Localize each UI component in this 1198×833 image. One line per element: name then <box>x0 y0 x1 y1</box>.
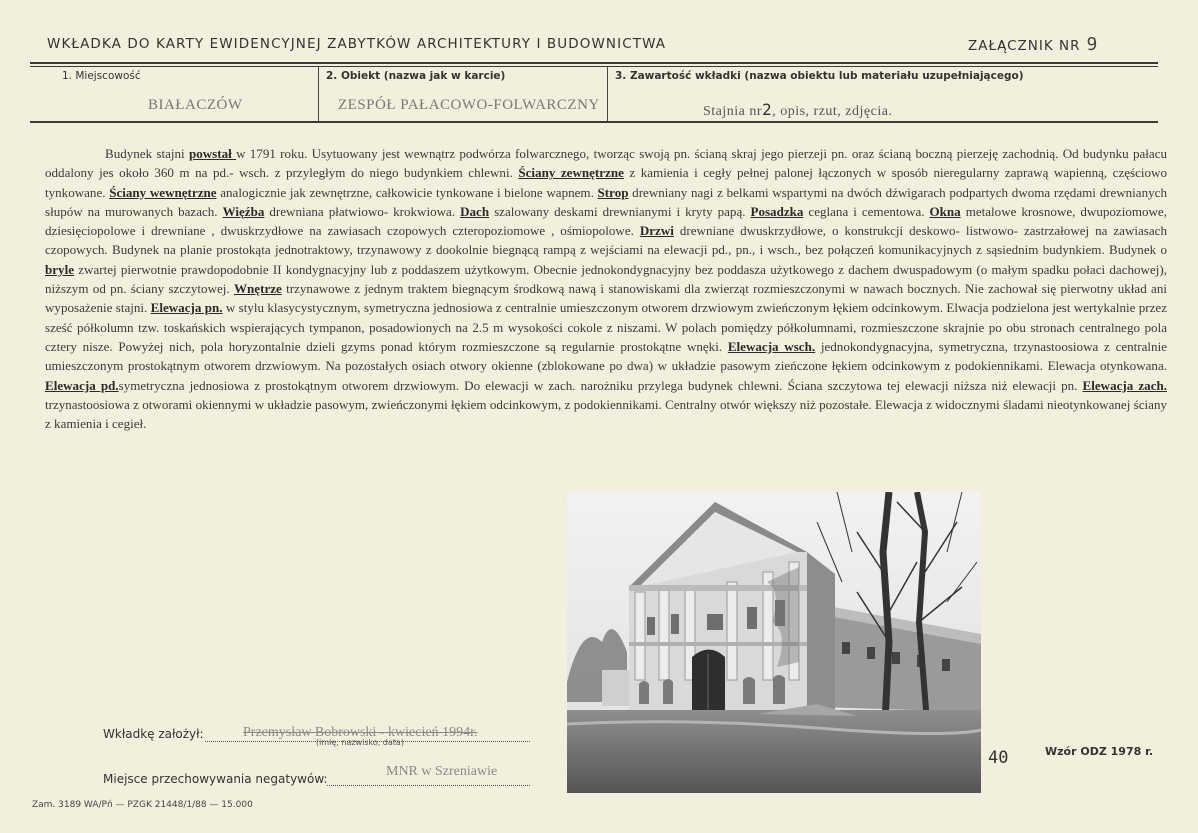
locality-label: 1. Miejscowość <box>62 70 141 82</box>
header-rule-top-thin <box>30 66 1158 67</box>
object-label: 2. Obiekt (nazwa jak w karcie) <box>326 70 506 82</box>
column-separator <box>318 67 319 122</box>
column-separator <box>607 67 608 122</box>
founder-label: Wkładkę założył: <box>103 727 204 741</box>
negatives-label: Miejsce przechowywania negatywów: <box>103 772 328 786</box>
locality-value: BIAŁACZÓW <box>148 97 243 113</box>
negatives-line <box>327 785 530 786</box>
description-text: Budynek stajni powstał w 1791 roku. Usytuowany jest wewnątrz podwórza folwarcznego, tworząc swoją pn. ścianą skraj jego pierzeji pn. oraz ścianą boczną pierzeję zachodnią. Od budynku pałacu oddalony jes około 360 m na pd.- wsch. z przyległym do niego budynkiem chlewni. Ściany zewnętrzne z kamienia i cegły pełnej palonej łączonych w sposób nieregularny zaprawą wapienną, częściowo tynkowane. Ściany wewnętrzne analogicznie jak zewnętrzne, całkowicie tynkowane i bielone wapnem. Strop drewniany nagi z belkami wspartymi na dwóch dźwigarach podpartych dwoma rzędami drewnianych słupów na murowanych bazach. Więźba drewniana płatwiowo- krokwiowa. Dach szalowany deskami drewnianymi i kryty papą. Posadzka ceglana i cementowa. Okna metalowe krosnowe, dwupoziomowe, dziesięciopolowe i drewniane , dwuskrzydłowe na zawiasach czopowych czteropoziomowe , ośmiopolowe. Drzwi drewniane dwuskrzydłowe, o konstrukcji deskowo- listwowo- zastrzałowej na zawiasach czopowych. Budynek na planie prostokąta jednotraktowy, trzynawowy z dookolnie biegnącą rampą z wejściami na elewacji pd., pn., i wsch., bez połączeń komunikacyjnych z sąsiednim budynkiem. Budynek o bryle zwartej pierwotnie prawdopodobnie II kondygnacyjny lub z poddaszem użytkowym. Obecnie jednokondygnacyjny bez poddasza użytkowego z dachem dwuspadowym (o małym spadku połaci dachowej), niższym od pn. ściany szczytowej. Wnętrze trzynawowe z jednym traktem biegnącym środkową nawą i stanowiskami dla zwierząt rozmieszczonymi w nawach bocznych. Nie zachował się pierwotny układ ani wyposażenie stajni. Elewacja pn. w stylu klasycystycznym, symetryczna jednosiowa z centralnie umieszczonym otworem drzwiowym zwieńczonym łękiem odcinkowym. Elwacja podzielona jest wertykalnie przez sześć półkolumn tzw. toskańskich wspierających tympanon, posadowionych na 2.5 m wysokości cokole z niszami. W polach pomiędzy półkolumnami, rozmieszczone skrajnie po obu stronach centralnego pola cztery nisze. Powyżej nich, pola horyzontalnie dzieli gzyms ponad którym rozmieszczone są regularnie prostokątne wnęki. Elewacja wsch. jednokondygnacyjna, symetryczna, trzynastoosiowa z centralnie umieszczonym prostokątnym otworem drzwiowym. Na pozostałych osiach otwory okienne (zblokowane po dwa) w układzie pasowym zieńczone łękiem odcinkowym z podokiennikami. Elewacja otynkowana. Elewacja pd.symetryczna jednosiowa z prostokątnym otworem drzwiowym. Do elewacji w zach. narożniku przylega budynek chlewni. Ściana szczytowa tej elewacji niższa niż elewacji pn. Elewacja zach. trzynastoosiowa z otworami okiennymi w układzie pasowym, zwieńczonymi łękiem odcinkowym, z podokiennikami. Centralny otwór większy niż pozostałe. Elewacja z widocznymi śladami nieotynkowanej ściany z kamienia i cegieł. <box>45 146 1168 432</box>
annex-number: ZAŁĄCZNIK NR 9 <box>968 34 1099 55</box>
founder-value: Przemysław Bobrowski - kwiecień 1994r. <box>243 725 478 740</box>
header-rule-top <box>30 62 1158 64</box>
building-photo <box>567 492 981 793</box>
annex-number-handwritten: 9 <box>1086 34 1099 55</box>
document-title: WKŁADKA DO KARTY EWIDENCYJNEJ ZABYTKÓW ARCHITEKTURY I BUDOWNICTWA <box>47 36 667 52</box>
content-value: Stajnia nr2, opis, rzut, zdjęcia. <box>703 100 893 119</box>
negatives-value: MNR w Szreniawie <box>386 764 498 779</box>
stable-number-handwritten: 2 <box>762 100 773 119</box>
page-number-handwritten: 40 <box>988 748 1009 768</box>
content-label: 3. Zawartość wkładki (nazwa obiektu lub materiału uzupełniającego) <box>615 70 1024 82</box>
print-imprint: Zam. 3189 WA/Pń — PZGK 21448/1/88 — 15.000 <box>32 800 253 810</box>
header-rule-bottom <box>30 121 1158 123</box>
form-version: Wzór ODZ 1978 r. <box>1045 745 1154 758</box>
building-photo-icon <box>567 492 981 793</box>
object-value: ZESPÓŁ PAŁACOWO-FOLWARCZNY <box>338 97 600 113</box>
founder-hint: (imię, nazwisko, data) <box>316 738 404 747</box>
